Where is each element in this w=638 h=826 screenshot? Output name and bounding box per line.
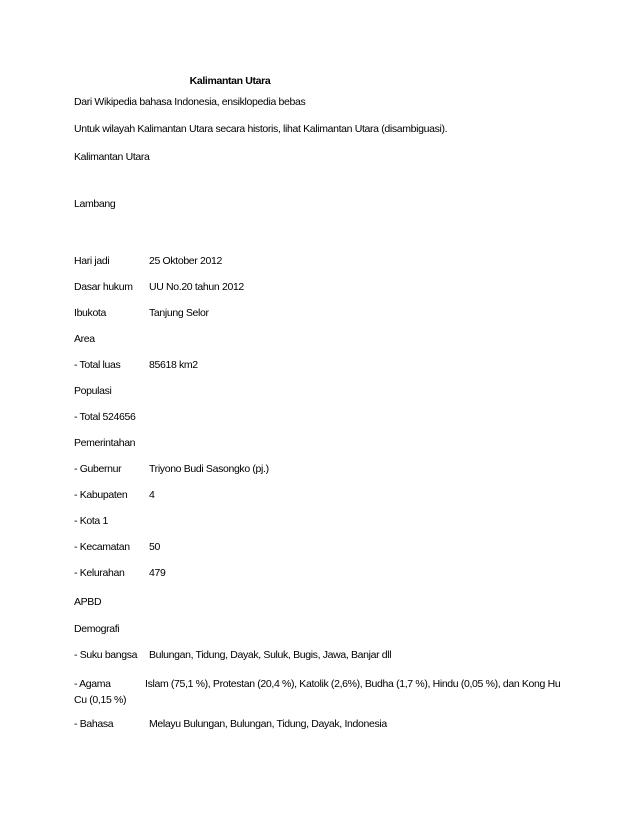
lambang-label: Lambang: [74, 198, 116, 210]
populasi-heading: Populasi: [74, 385, 112, 397]
row-label: - Bahasa: [74, 718, 114, 730]
row-value: Tanjung Selor: [149, 307, 209, 319]
disambiguation-note: Untuk wilayah Kalimantan Utara secara historis, lihat Kalimantan Utara (disambiguasi).: [74, 123, 448, 135]
row-label: - Suku bangsa: [74, 649, 138, 661]
row-suku-bangsa: [74, 649, 391, 662]
row-label: - Kecamatan: [74, 541, 130, 553]
apbd-heading: APBD: [74, 596, 102, 608]
row-total-luas: [74, 359, 198, 372]
row-label: - Kelurahan: [74, 567, 125, 579]
source-line: Dari Wikipedia bahasa Indonesia, ensiklopedia bebas: [74, 96, 306, 108]
row-dasar-hukum: [74, 281, 244, 294]
row-kota: - Kota 1: [74, 515, 108, 527]
region-name: Kalimantan Utara: [74, 151, 150, 163]
row-value: UU No.20 tahun 2012: [149, 281, 244, 293]
row-value: 85618 km2: [149, 359, 198, 371]
area-heading: Area: [74, 333, 95, 345]
row-label: - Kabupaten: [74, 489, 128, 501]
pemerintahan-heading: Pemerintahan: [74, 437, 136, 449]
row-kecamatan: [74, 541, 160, 554]
row-label: - Total luas: [74, 359, 121, 371]
row-label: Hari jadi: [74, 255, 110, 267]
row-ibukota: [74, 307, 209, 320]
document-title: Kalimantan Utara: [189, 75, 271, 87]
row-label: - Agama: [74, 678, 111, 690]
row-value: 479: [149, 567, 166, 579]
row-label: - Gubernur: [74, 463, 122, 475]
row-total-populasi: - Total 524656: [74, 411, 136, 423]
row-value: 4: [149, 489, 155, 501]
row-kelurahan: [74, 567, 165, 580]
row-kabupaten: [74, 489, 155, 502]
row-gubernur: [74, 463, 269, 476]
row-hari-jadi: [74, 255, 222, 268]
demografi-heading: Demografi: [74, 623, 120, 635]
row-value: Melayu Bulungan, Bulungan, Tidung, Dayak, Indonesia: [149, 718, 387, 730]
row-bahasa: [74, 718, 387, 731]
row-label: Dasar hukum: [74, 281, 133, 293]
row-value: Triyono Budi Sasongko (pj.): [149, 463, 269, 475]
row-agama: [74, 676, 564, 708]
row-value: 25 Oktober 2012: [149, 255, 222, 267]
row-value: Bulungan, Tidung, Dayak, Suluk, Bugis, Jawa, Banjar dll: [149, 649, 392, 661]
row-label: Ibukota: [74, 307, 106, 319]
row-value: Islam (75,1 %), Protestan (20,4 %), Katolik (2,6%), Budha (1,7 %), Hindu (0,05 %), dan Kong Hu Cu (0,15 %): [74, 678, 561, 706]
row-value: 50: [149, 541, 160, 553]
